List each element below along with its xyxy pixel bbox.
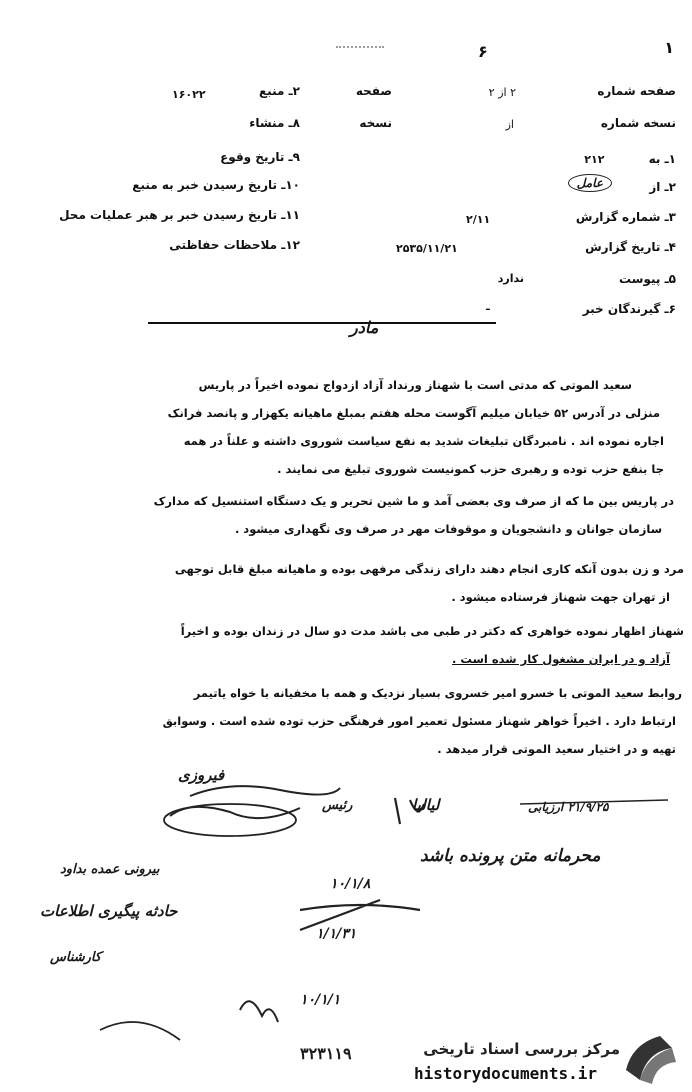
- handwritten-stamp: مادر: [350, 318, 379, 337]
- body-line-7: مرد و زن بدون آنکه کاری انجام دهند دارای زندگی مرفهی بوده و ماهیانه مبلغ قابل توجهی: [174, 562, 684, 576]
- header-page-value: ۲ از ۲: [488, 86, 516, 99]
- header-divider: [148, 322, 496, 324]
- note-3: حادثه پیگیری اطلاعات: [40, 902, 178, 920]
- page-mark: ۱: [664, 38, 674, 57]
- field-attachment-value: ندارد: [497, 272, 524, 285]
- field-from: ۲ـ از: [649, 180, 676, 194]
- top-mark: ۶: [478, 42, 488, 61]
- field-to: ۱ـ به ۲۱۲: [584, 152, 676, 166]
- body-line-10: آزاد و در ایران مشغول کار شده است .: [452, 652, 670, 666]
- sig-1: فیروزی: [178, 766, 225, 784]
- note-8: ۱۰/۱/۱: [300, 992, 341, 1008]
- body-line-13: تهیه و در اختیار سعید الموتی قرار میدهد .: [437, 742, 676, 756]
- field-source-value: ۱۶۰۲۲: [172, 88, 206, 101]
- field-from-value: عامل: [568, 174, 612, 192]
- note-1: محرمانه متن پرونده باشد: [420, 846, 601, 866]
- field-source: ۲ـ منبع: [258, 84, 300, 98]
- field-occurrence-date: ۹ـ تاریخ وقوع: [220, 150, 300, 164]
- field-report-date-value: ۲۵۳۵/۱۱/۲۱: [396, 242, 458, 255]
- note-6: ۳۲۳۱۱۹: [300, 1044, 352, 1063]
- body-line-4: جا بنفع حزب توده و رهبری حزب کمونیست شوروی تبلیغ می نمایند .: [277, 462, 664, 476]
- note-2: بیرونی عمده بداود: [60, 862, 160, 877]
- field-page: صفحه: [355, 84, 392, 98]
- body-line-2: منزلی در آدرس ۵۲ خیابان میلیم آگوست محله هفتم بمبلغ ماهیانه یکهزار و پانصد فرانک: [167, 406, 660, 420]
- field-security-notes: ۱۲ـ ملاحظات حفاظتی: [169, 238, 300, 252]
- note-5: ۱/۱/۳۱: [316, 926, 357, 942]
- note-4: ۱۰/۱/۸: [330, 876, 371, 892]
- sig-2: رئیس: [322, 798, 353, 813]
- header-copy-label: نسخه شماره: [600, 116, 676, 130]
- field-received-by-source: ۱۰ـ تاریخ رسیدن خبر به منبع: [132, 178, 300, 192]
- field-recipients-value: ـ: [486, 300, 490, 313]
- field-origin: ۸ـ منشاء: [249, 116, 300, 130]
- field-report-date: ۴ـ تاریخ گزارش: [585, 240, 676, 254]
- field-attachment: ۵ـ پیوست: [618, 272, 676, 286]
- body-line-6: سازمان جوانان و دانشجویان و موقوفات مهر در صرف وی نگهداری میشود .: [234, 522, 662, 536]
- field-report-number: ۳ـ شماره گزارش: [575, 210, 676, 224]
- field-recipients: ۶ـ گیرندگان خبر: [582, 302, 676, 316]
- body-line-11: روابط سعید الموتی با خسرو امیر خسروی بسیار نزدیک و همه با مخفیانه با خواه یاتیمر: [193, 686, 682, 700]
- side-note: ۲۱/۹/۲۵ ارزیابی: [528, 800, 609, 814]
- field-report-number-value: ۲/۱۱: [466, 213, 491, 226]
- body-line-5: در پاریس بین ما که از صرف وی بعضی آمد و ما شین تحریر و یک دستگاه استنسیل که مدارک: [153, 494, 674, 508]
- field-received-by-ops: ۱۱ـ تاریخ رسیدن خبر بر هبر عملیات محل: [59, 208, 300, 222]
- body-line-12: ارتباط دارد . اخیراً خواهر شهناز مسئول تعمیر امور فرهنگی حزب توده شده است . وسوابق: [162, 714, 676, 728]
- body-line-3: اجاره نموده اند . نامبردگان تبلیغات شدید به نفع سیاست شوروی داشته و علناً در همه: [183, 434, 664, 448]
- watermark-logo-icon: [620, 1030, 682, 1088]
- note-7: کارشناس: [50, 950, 102, 965]
- body-line-8: از تهران جهت شهناز فرستاده میشود .: [451, 590, 670, 604]
- scan-dots: [336, 46, 384, 48]
- sig-3: لیالیا: [412, 796, 440, 814]
- body-line-1: سعید الموتی که مدتی است با شهناز ورنداد آزاد ازدواج نموده اخیراً در پاریس: [198, 378, 632, 392]
- watermark-text: مرکز بررسی اسناد تاریخی: [423, 1040, 620, 1058]
- header-page-label: صفحه شماره: [597, 84, 676, 98]
- body-line-9: شهناز اظهار نموده خواهری که دکتر در طبی می باشد مدت دو سال در زندان بوده و اخیراً: [180, 624, 684, 638]
- watermark-url: historydocuments.ir: [414, 1064, 598, 1083]
- field-copy: نسخه: [359, 116, 392, 130]
- header-copy-value: از: [505, 118, 514, 131]
